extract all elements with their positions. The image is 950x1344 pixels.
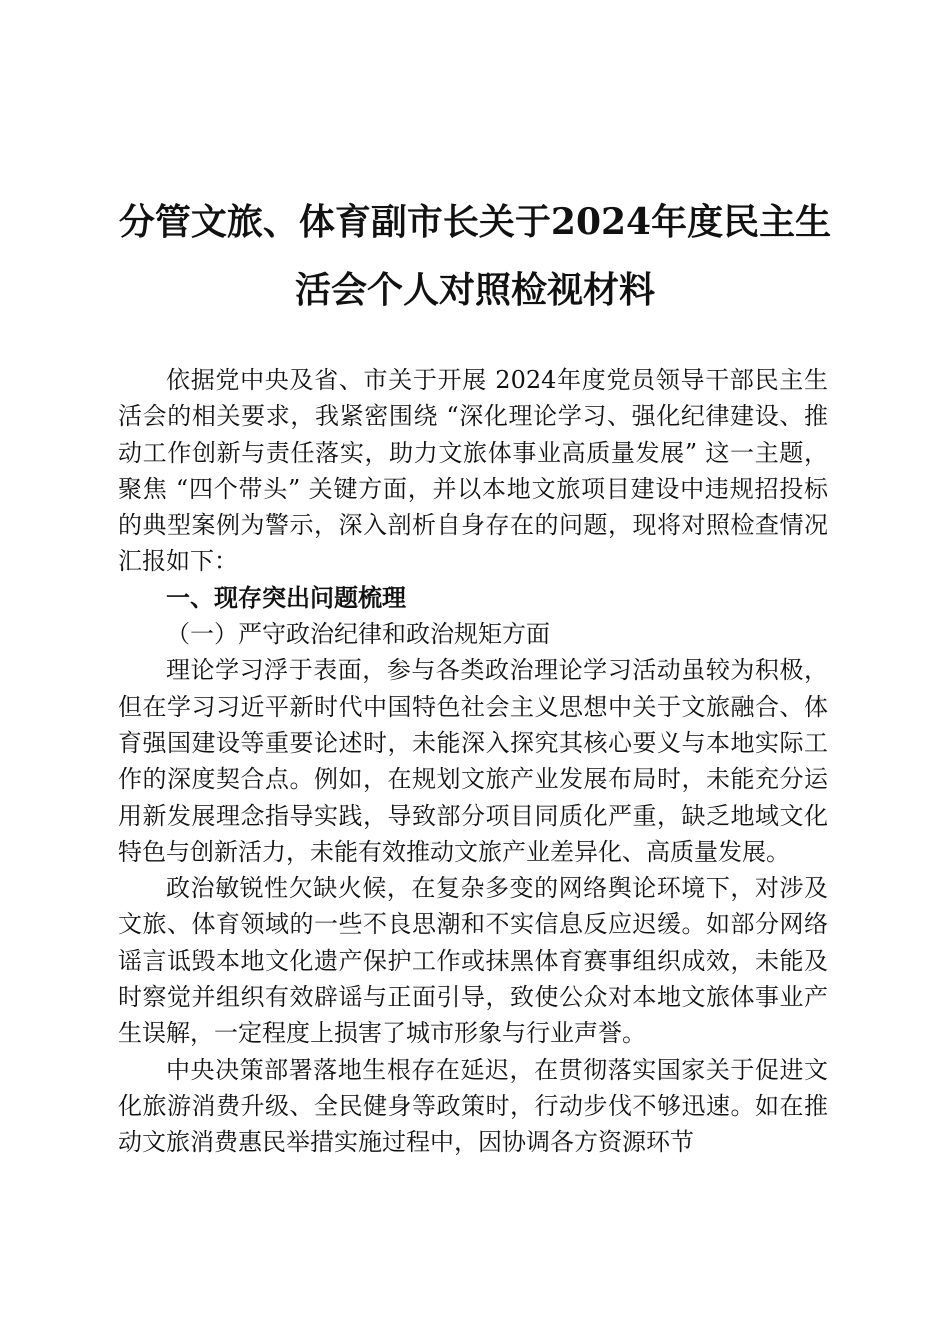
document-body (118, 362, 828, 1161)
document-title-line-1: 分管文旅、体育副市长关于2024年度民主生 (118, 201, 832, 243)
intro-paragraph: 依据党中央及省、市关于开展 2024年度党员领导干部民主生活会的相关要求，我紧密围绕 “深化理论学习、强化纪律建设、推动工作创新与责任落实，助力文旅体事业高质量发展” 这一主题，聚焦 “四个带头” 关键方面，并以本地文旅项目建设中违规招投标的典型案例为警示，深入剖析自身存在的问题，现将对照检查情况汇报如下： (118, 366, 828, 576)
section-heading: 一、现存突出问题梳理 (166, 582, 406, 612)
body-paragraph: 政治敏锐性欠缺火候，在复杂多变的网络舆论环境下，对涉及文旅、体育领域的一些不良思潮和不实信息反应迟缓。如部分网络谣言诋毁本地文化遗产保护工作或抹黑体育赛事组织成效，未能及时察觉并组织有效辟谣与正面引导，致使公众对本地文旅体事业产生误解，一定程度上损害了城市形象与行业声誉。 (118, 874, 828, 1048)
document-title-line-2: 活会个人对照检视材料 (294, 269, 655, 311)
subsection-heading: （一）严守政治纪律和政治规矩方面 (166, 620, 550, 649)
body-paragraph: 中央决策部署落地生根存在延迟，在贯彻落实国家关于促进文化旅游消费升级、全民健身等政策时，行动步伐不够迅速。如在推动文旅消费惠民举措实施过程中，因协调各方资源环节 (118, 1055, 828, 1157)
body-paragraph: 理论学习浮于表面，参与各类政治理论学习活动虽较为积极，但在学习习近平新时代中国特色社会主义思想中关于文旅融合、体育强国建设等重要论述时，未能深入探究其核心要义与本地实际工作的深度契合点。例如，在规划文旅产业发展布局时，未能充分运用新发展理念指导实践，导致部分项目同质化严重，缺乏地域文化特色与创新活力，未能有效推动文旅产业差异化、高质量发展。 (118, 656, 828, 866)
